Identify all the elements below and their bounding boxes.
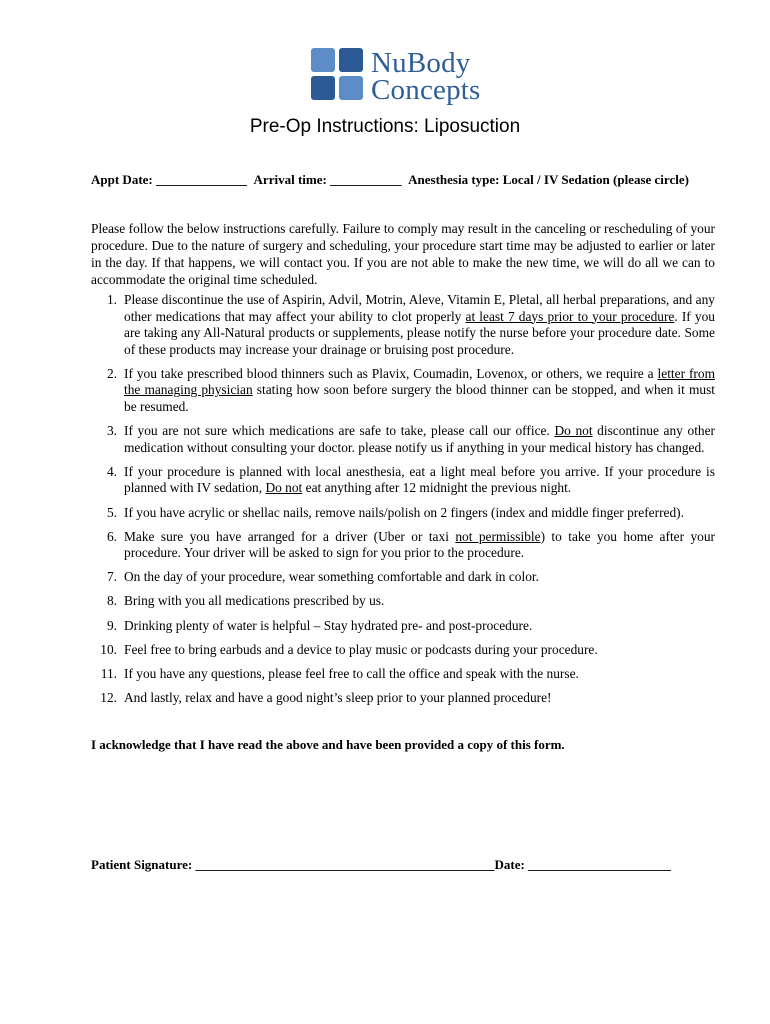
list-item-number: 1. bbox=[106, 292, 117, 307]
list-item-number: 12. bbox=[100, 689, 117, 705]
anesthesia-type-field[interactable]: Anesthesia type: Local / IV Sedation (please circle) bbox=[408, 172, 689, 187]
underlined-emphasis: at least 7 days prior to your procedure bbox=[465, 308, 675, 324]
list-item-text: If your procedure is planned with local anesthesia, eat a light meal before you arrive. If your procedure is planned with IV sedation, bbox=[124, 463, 715, 496]
underlined-emphasis: not permissible bbox=[455, 528, 541, 544]
list-item bbox=[91, 464, 715, 497]
logo-mark-icon bbox=[311, 48, 365, 102]
list-item bbox=[91, 366, 715, 416]
logo-text-line2: Concepts bbox=[371, 74, 481, 106]
list-item-number: 3. bbox=[106, 423, 117, 439]
appointment-line bbox=[91, 172, 731, 188]
underlined-emphasis: Do not bbox=[554, 423, 593, 439]
list-item-text: Drinking plenty of water is helpful – Stay hydrated pre- and post-procedure. bbox=[124, 617, 533, 633]
list-item bbox=[91, 642, 715, 659]
signature-line bbox=[91, 857, 731, 873]
acknowledgement-text: I acknowledge that I have read the above and have been provided a copy of this form. bbox=[91, 737, 565, 752]
logo-text-line1: NuBody bbox=[371, 47, 471, 79]
page-title: Pre-Op Instructions: Liposuction bbox=[249, 116, 521, 137]
list-item bbox=[91, 423, 715, 456]
list-item bbox=[91, 690, 715, 707]
arrival-time-field[interactable]: Arrival time: ___________ bbox=[253, 172, 402, 187]
list-item-text: On the day of your procedure, wear something comfortable and dark in color. bbox=[124, 569, 539, 585]
list-item-text: Make sure you have arranged for a driver (Uber or taxi bbox=[124, 528, 456, 544]
list-item-text: . If you are taking any All-Natural products or supplements, please notify the nurse before your procedure date. Some of these products may increase your drainage or bruising post procedure. bbox=[124, 308, 715, 357]
list-item bbox=[91, 666, 715, 683]
list-item-number: 6. bbox=[106, 528, 117, 544]
appt-date-field[interactable]: Appt Date: ______________ bbox=[91, 172, 247, 187]
list-item-text: eat anything after 12 midnight the previous night. bbox=[302, 480, 572, 496]
underlined-emphasis: letter from the managing physician bbox=[124, 365, 715, 398]
list-item bbox=[91, 569, 715, 586]
list-item-number: 11. bbox=[100, 665, 117, 681]
list-item-text: stating how soon before surgery the blood thinner can be stopped, and when it must be resumed. bbox=[124, 382, 715, 415]
list-item bbox=[91, 618, 715, 635]
list-item-text: If you have any questions, please feel free to call the office and speak with the nurse. bbox=[124, 665, 579, 681]
list-item bbox=[91, 292, 715, 358]
list-item-text: If you take prescribed blood thinners such as Plavix, Coumadin, Lovenox, or others, we require a bbox=[124, 365, 658, 381]
list-item-number: 2. bbox=[106, 365, 117, 381]
instruction-list bbox=[91, 292, 715, 714]
list-item-text: discontinue any other medication without consulting your doctor. please notify us if anything in your medical history has changed. bbox=[124, 423, 716, 455]
intro-paragraph: Please follow the below instructions carefully. Failure to comply may result in the canceling or rescheduling of your procedure. Due to the nature of surgery and scheduling, your procedure start time may be adjusted to earlier or later in the day. If that happens, we will contact you. If you are not able to make the new time, we will do all we can to accommodate the original time scheduled. bbox=[91, 221, 715, 287]
list-item bbox=[91, 593, 715, 610]
underlined-emphasis: Do not bbox=[265, 480, 303, 496]
list-item-text: Feel free to bring earbuds and a device to play music or podcasts during your procedure. bbox=[124, 641, 598, 657]
patient-signature-field[interactable]: Patient Signature: ______________________________________________ bbox=[91, 857, 495, 872]
signature-date-field[interactable]: Date: ______________________ bbox=[494, 857, 672, 872]
list-item-number: 4. bbox=[106, 463, 117, 479]
list-item bbox=[91, 505, 715, 522]
list-item-text: Please discontinue the use of Aspirin, Advil, Motrin, Aleve, Vitamin E, Pletal, all herbal preparations, and any other medications that may affect your ability to clot properly bbox=[124, 292, 715, 324]
list-item-number: 10. bbox=[100, 641, 117, 657]
list-item-text: ) to take you home after your procedure. Your driver will be asked to sign for you prior to the procedure. bbox=[124, 528, 716, 561]
list-item-text: Bring with you all medications prescribed by us. bbox=[124, 593, 385, 609]
list-item-number: 7. bbox=[106, 569, 117, 585]
list-item-text: If you have acrylic or shellac nails, remove nails/polish on 2 fingers (index and middle finger preferred). bbox=[124, 504, 684, 520]
list-item-text: And lastly, relax and have a good night’s sleep prior to your planned procedure! bbox=[124, 689, 552, 705]
list-item-number: 5. bbox=[106, 504, 117, 520]
nubody-logo bbox=[311, 46, 501, 106]
list-item-text: If you are not sure which medications are safe to take, please call our office. bbox=[124, 423, 555, 439]
list-item bbox=[91, 529, 715, 562]
list-item-number: 9. bbox=[106, 617, 117, 633]
list-item-number: 8. bbox=[106, 593, 117, 609]
